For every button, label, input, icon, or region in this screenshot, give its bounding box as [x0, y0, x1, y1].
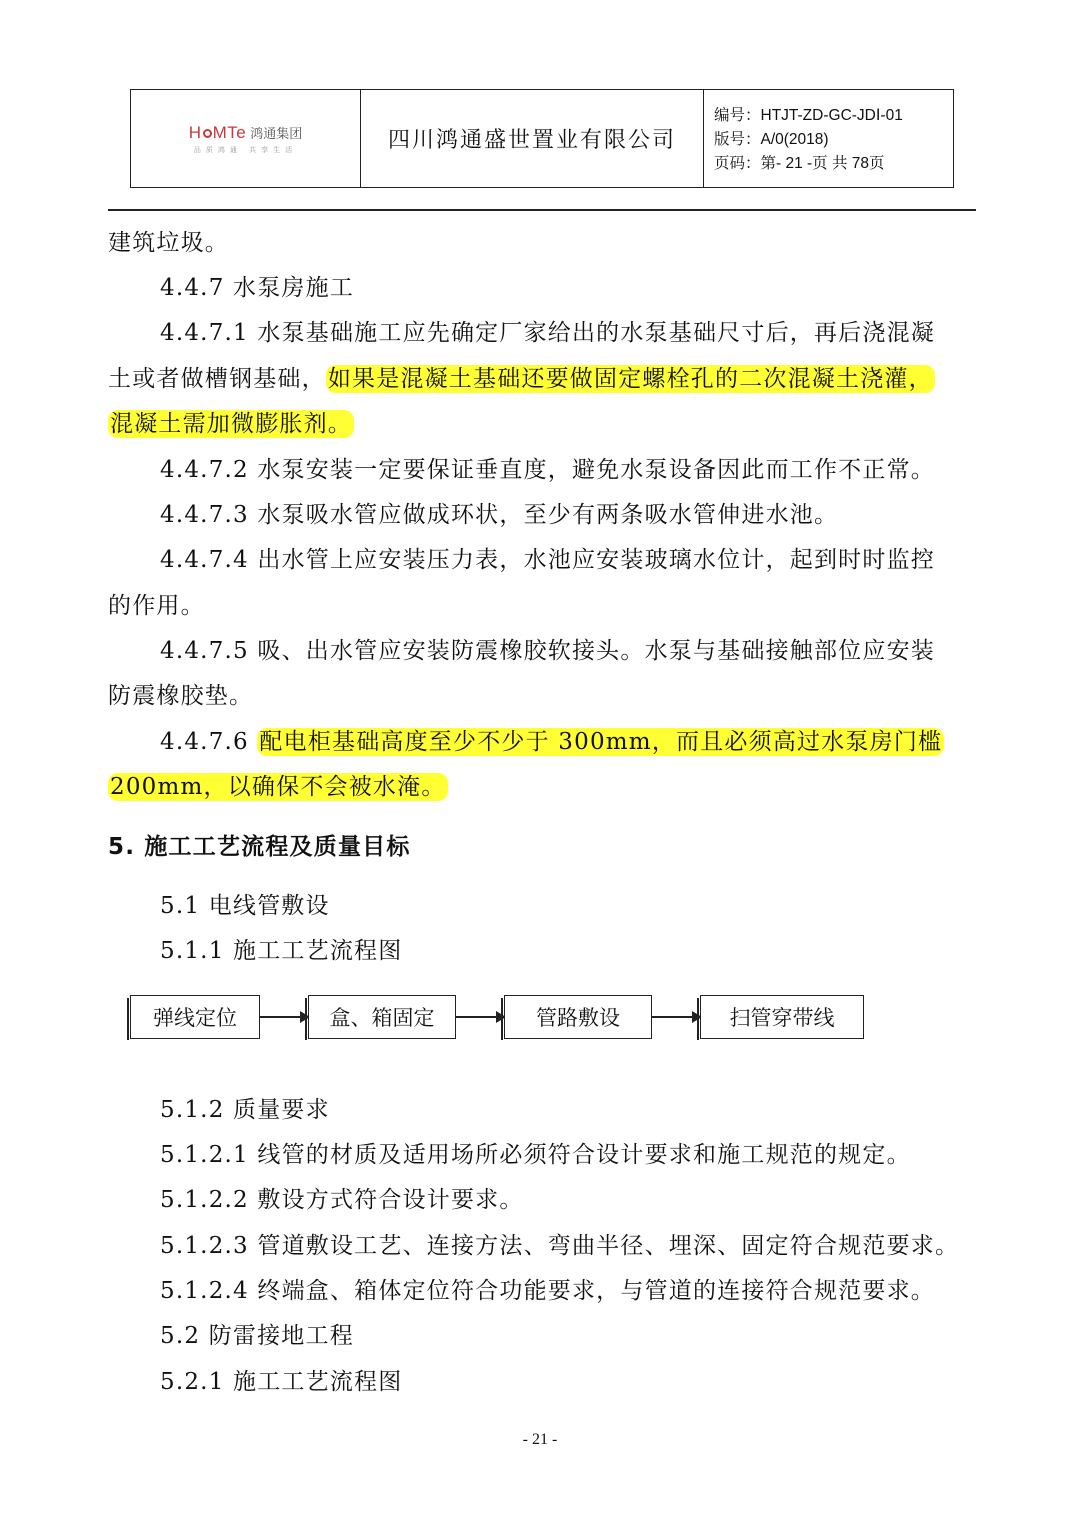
paragraph-line: 的作用。: [108, 593, 205, 619]
header-divider: [108, 209, 976, 211]
paragraph-line: [108, 768, 448, 801]
logo-cell: [131, 90, 361, 187]
document-meta: [704, 90, 953, 187]
flow-arrow: [652, 1016, 700, 1018]
paragraph-line: 5.1.2.1 线管的材质及适用场所必须符合设计要求和施工规范的规定。: [160, 1142, 911, 1168]
paragraph-line: 建筑垃圾。: [108, 230, 229, 256]
company-logo: [189, 123, 302, 143]
company-name: 四川鸿通盛世置业有限公司: [361, 90, 704, 187]
section-heading-5-2-1: 5.2.1 施工工艺流程图: [160, 1369, 403, 1395]
logo-english: H MTe: [188, 122, 247, 142]
highlighted-text: 混凝土需加微膨胀剂。: [110, 411, 352, 437]
flow-step-label: 扫管穿带线: [729, 1006, 835, 1030]
doc-version: 版号：A/0(2018): [714, 131, 829, 148]
paragraph-line: 5.1.2.3 管道敷设工艺、连接方法、弯曲半径、埋深、固定符合规范要求。: [160, 1233, 960, 1259]
doc-number: 编号：HTJT-ZD-GC-JDⅠ-01: [714, 107, 903, 124]
document-header: [130, 89, 954, 188]
paragraph-line: 4.4.7.3 水泵吸水管应做成环状，至少有两条吸水管伸进水池。: [160, 502, 839, 528]
flow-step-label: 盒、箱固定: [329, 1006, 435, 1030]
paragraph-line: [108, 360, 935, 393]
paragraph-line: [160, 723, 944, 756]
text-span: 土或者做槽钢基础，: [108, 366, 326, 392]
paragraph-line: 4.4.7.5 吸、出水管应安装防震橡胶软接头。水泵与基础接触部位应安装: [160, 638, 935, 664]
flow-step-label: 弹线定位: [153, 1006, 237, 1030]
section-heading-5-1: 5.1 电线管敷设: [160, 893, 330, 919]
flow-step-2: [308, 995, 456, 1039]
section-heading-4-4-7: 4.4.7 水泵房施工: [160, 275, 355, 301]
paragraph-line: 5.1.2.4 终端盒、箱体定位符合功能要求，与管道的连接符合规范要求。: [160, 1278, 935, 1304]
paragraph-line: [108, 405, 354, 438]
paragraph-line: 4.4.7.1 水泵基础施工应先确定厂家给出的水泵基础尺寸后，再后浇混凝: [160, 320, 935, 346]
section-heading-5-1-2: 5.1.2 质量要求: [160, 1097, 330, 1123]
paragraph-line: 4.4.7.2 水泵安装一定要保证垂直度，避免水泵设备因此而工作不正常。: [160, 457, 935, 483]
paragraph-line: 4.4.7.4 出水管上应安装压力表，水池应安装玻璃水位计，起到时时监控: [160, 547, 935, 573]
doc-page-info: 页码：第- 21 -页 共 78页: [714, 155, 885, 172]
section-heading-5-2: 5.2 防雷接地工程: [160, 1323, 354, 1349]
logo-slogan: 品质鸿通 共享生活: [193, 145, 298, 154]
highlighted-text: 如果是混凝土基础还要做固定螺栓孔的二次混凝土浇灌，: [327, 366, 933, 392]
flow-arrow: [260, 1016, 308, 1018]
highlighted-text: 配电柜基础高度至少不少于 300mm，而且必须高过水泵房门槛: [259, 729, 943, 755]
page-number: - 21 -: [522, 1431, 558, 1448]
paragraph-line: 防震橡胶垫。: [108, 683, 254, 709]
section-heading-5-1-1: 5.1.1 施工工艺流程图: [160, 938, 403, 964]
flow-step-4: [700, 995, 864, 1039]
highlighted-text: 200mm，以确保不会被水淹。: [110, 774, 446, 800]
flow-step-1: [130, 995, 260, 1039]
flow-step-label: 管路敷设: [536, 1006, 620, 1030]
flow-step-3: [504, 995, 652, 1039]
section-heading-5: 5. 施工工艺流程及质量目标: [108, 834, 411, 860]
paragraph-line: 5.1.2.2 敷设方式符合设计要求。: [160, 1187, 524, 1213]
flow-arrow: [456, 1016, 504, 1018]
text-span: 4.4.7.6: [160, 729, 258, 755]
logo-chinese: 鸿通集团: [250, 126, 303, 142]
